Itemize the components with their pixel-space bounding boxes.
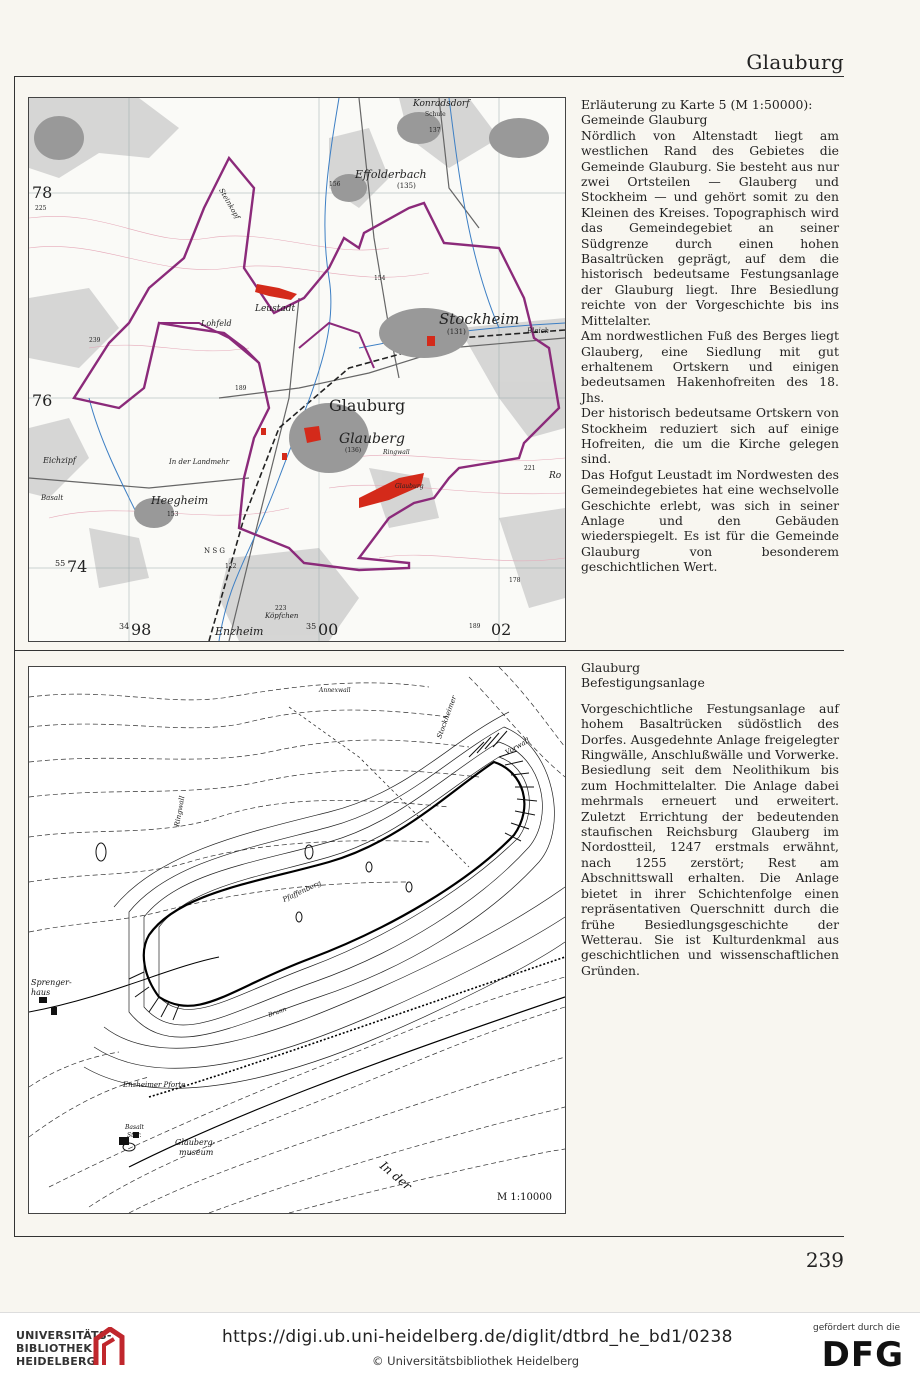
plan-label-museum-1: Glauberg-	[175, 1138, 216, 1147]
label-effolderbach-height: (135)	[397, 182, 416, 190]
explanation-subheading: Gemeinde Glauburg	[581, 112, 708, 128]
plan-features	[96, 843, 412, 1151]
grid-label-76: 76	[32, 391, 53, 410]
label-effolderbach: Effolderbach	[355, 168, 427, 181]
explanation-paragraph-3: Der historisch bedeutsame Ortskern von Stockheim reduziert sich auf einige Hofreiten, die um die Kirche gelegen sind.	[581, 405, 839, 467]
dfg-logo: DFG	[821, 1335, 904, 1375]
plan-label-haus: haus	[31, 988, 51, 997]
logo-line-1: UNIVERSITÄTS-	[16, 1329, 112, 1342]
height-225: 225	[35, 205, 47, 212]
plan-track	[149, 957, 565, 1097]
label-stockheim-height: (131)	[447, 328, 466, 336]
fortification-subheading: Befestigungsanlage	[581, 675, 705, 691]
grid-label-55: 55	[55, 559, 66, 568]
label-nsg: N S G	[204, 547, 225, 555]
inner-boundary-2	[299, 323, 374, 368]
plan-label-annexwall: Annexwall	[319, 687, 351, 694]
label-heegheim-height: 153	[167, 511, 179, 518]
label-ro: Ro	[549, 471, 562, 481]
label-kopfchen: Köpfchen	[265, 612, 299, 620]
fortification-text	[581, 660, 839, 978]
plan-scale: M 1:10000	[497, 1192, 552, 1203]
funding-note: gefördert durch die	[813, 1323, 900, 1333]
label-eichzipf: Eichzipf	[43, 456, 76, 465]
explanation-paragraph-4: Das Hofgut Leustadt im Nordwesten des Gemeindegebietes hat eine wechselvolle Geschichte erlebt, was sich in seiner Anlage und den Gebäuden wiederspiegelt. Es ist für die Gemeinde Glauburg von besonderem geschichtlichen Wert.	[581, 466, 839, 575]
running-header: Glauburg	[746, 50, 844, 74]
plan-label-ringwall: Ringwall	[173, 795, 187, 828]
grid-label-74: 74	[67, 557, 88, 576]
label-konradsdorf: Konradsdorf	[413, 99, 470, 109]
municipality-map	[28, 97, 566, 642]
height-156: 156	[329, 181, 341, 188]
library-logo-icon	[92, 1327, 126, 1367]
map-explanation-text	[581, 97, 839, 575]
hill-contours	[84, 712, 565, 1088]
label-basalt: Basalt	[41, 494, 64, 502]
header-rule	[14, 76, 844, 77]
label-bleich: Bleich	[527, 327, 550, 335]
permalink[interactable]: https://digi.ub.uni-heidelberg.de/diglit/dtbrd_he_bd1/0238	[222, 1327, 733, 1347]
label-glauburg-small: Glauburg	[395, 483, 424, 490]
label-stockheim: Stockheim	[439, 310, 520, 328]
label-steinkopf: Steinkopf	[217, 187, 242, 221]
text-gap	[581, 691, 839, 701]
label-glauberg: Glauberg	[339, 431, 405, 447]
height-189: 189	[235, 385, 247, 392]
label-leustadt: Leustadt	[255, 304, 296, 314]
fortification-plan	[28, 666, 566, 1214]
plan-label-enzheimer-pforte: Enzheimer Pforte	[123, 1081, 186, 1089]
inner-boundary	[159, 323, 259, 363]
label-glauburg: Glauburg	[329, 396, 406, 415]
plan-label-sprenger: Sprenger-	[31, 978, 72, 987]
explanation-paragraph-1: Nördlich von Altenstadt liegt am westlichen Rand des Gebietes die Gemeinde Glauburg. Sie besteht aus nur zwei Ortsteilen — Glauberg und Stockheim — und gehört somit zu den Kleinen des Kreises. Topographisch wird das Gemeindegebiet an seiner Südgrenze durch einen hohen Basaltrücken geprägt, auf dem die historisch bedeutsame Festungsanlage der Glauburg liegt. Ihre Besiedlung reichte von der Vorgeschichte bis ins Mittelalter.	[581, 127, 839, 328]
plan-label-basalt: Basalt	[125, 1124, 144, 1131]
height-178: 178	[509, 577, 521, 584]
grid-label-98: 98	[131, 620, 152, 639]
logo-line-2: BIBLIOTHEK	[16, 1342, 93, 1355]
height-239: 239	[89, 337, 101, 344]
height-154: 154	[374, 275, 386, 282]
municipality-map-svg	[29, 98, 565, 641]
height-137: 137	[429, 127, 441, 134]
plan-labels	[31, 687, 552, 1203]
plan-label-in-der: In der	[377, 1158, 415, 1193]
logo-line-3: HEIDELBERG	[16, 1355, 96, 1368]
grid-label-35: 35	[306, 622, 317, 631]
label-enzheim: Enzheim	[215, 625, 264, 638]
height-122: 122	[225, 563, 237, 570]
plan-label-stbr: Stbr.	[127, 1132, 142, 1139]
viewer-footer	[0, 1312, 920, 1380]
grid-label-34: 34	[119, 622, 130, 631]
footer-rule	[14, 1236, 844, 1237]
page-number: 239	[805, 1248, 844, 1272]
left-frame-line	[14, 76, 15, 1236]
fortification-paragraph: Vorgeschichtliche Festungsanlage auf hohem Basaltrücken südöstlich des Dorfes. Ausgedehnte Anlage freigelegter Ringwälle, Anschlußwälle und Vorwerke. Besiedlung seit dem Neolithikum bis zum Hochmittelalter. Die Anlage dabei mehrmals erneuert und erweitert. Zuletzt Errichtung der bedeutenden staufischen Reichsburg Glauberg im Nordostteil, 1247 erstmals erwähnt, nach 1255 zerstört; Rest am Abschnittswall erhalten. Die Anlage bietet in ihrer Schichtenfolge einen repräsentativen Querschnitt durch die frühe Besiedlungsgeschichte der Wetterau. Sie ist Kulturdenkmal aus geschichtlichen und wissenschaftlichen Gründen.	[581, 700, 839, 978]
height-221: 221	[524, 465, 536, 472]
explanation-heading: Erläuterung zu Karte 5 (M 1:50000):	[581, 97, 813, 112]
explanation-paragraph-2: Am nordwestlichen Fuß des Berges liegt Glauberg, eine Siedlung mit gut erhaltenem Ortskern und einigen bedeutsamen Hakenhofreiten des 18. Jhs.	[581, 328, 839, 405]
label-ringwall: Ringwall	[383, 449, 410, 456]
plan-label-pfaffenberg: Pfaffenberg	[281, 879, 323, 904]
copyright: © Universitätsbibliothek Heidelberg	[372, 1354, 580, 1368]
fortification-plan-svg	[29, 667, 565, 1213]
label-in-der-landmehr: In der Landmehr	[169, 458, 230, 466]
plan-label-stockheimer: Stockheimer	[435, 694, 459, 740]
grid-label-02: 02	[491, 620, 512, 639]
height-223: 223	[275, 605, 287, 612]
fortification-heading: Glauburg	[581, 660, 640, 675]
plan-label-museum-2: museum	[179, 1148, 214, 1157]
ring-wall	[144, 762, 525, 1006]
label-heegheim: Heegheim	[151, 494, 209, 507]
plan-contours	[29, 667, 565, 1213]
plan-label-brunn: Brunn	[267, 1005, 288, 1019]
height-189b: 189	[469, 623, 481, 630]
section-rule	[14, 650, 844, 651]
plan-label-vorwall: Vorwall	[504, 736, 532, 757]
plan-buildings	[39, 997, 139, 1145]
grid-label-78: 78	[32, 183, 53, 202]
grid-label-00: 00	[318, 620, 339, 639]
label-schule: Schule	[425, 111, 446, 118]
label-glauberg-height: (136)	[345, 447, 362, 454]
label-lohfeld: Lohfeld	[201, 319, 232, 328]
